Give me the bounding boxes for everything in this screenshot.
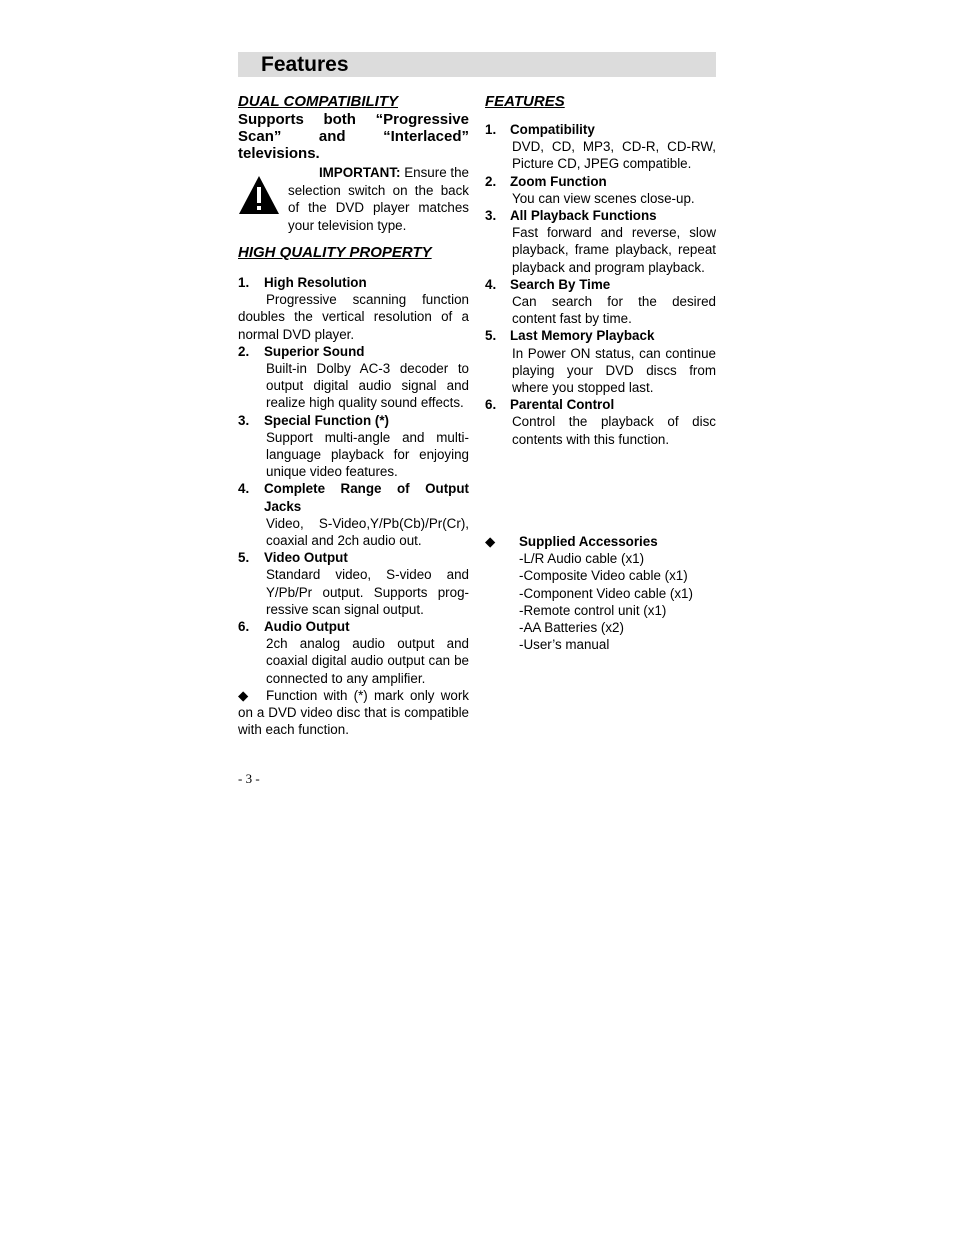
- item-body: DVD, CD, MP3, CD-R, CD-RW, Picture CD, JPEG compatible.: [512, 139, 716, 172]
- list-item: [485, 396, 716, 448]
- item-number: 5.: [485, 328, 497, 344]
- list-item: [238, 618, 469, 687]
- features-list: [485, 121, 716, 448]
- important-label: IMPORTANT:: [318, 165, 401, 180]
- item-title: Zoom Function: [510, 173, 607, 189]
- warning-triangle-icon: [238, 175, 280, 215]
- accessories-list: [485, 550, 716, 653]
- important-text-rest: selection switch on the back of the DVD player matches your television type.: [288, 182, 469, 233]
- item-number: 2.: [238, 343, 250, 359]
- left-column: [238, 92, 469, 738]
- item-number: 5.: [238, 550, 250, 566]
- high-quality-list: [238, 274, 469, 738]
- page-number: - 3 -: [238, 771, 260, 786]
- item-number: 6.: [238, 619, 250, 635]
- important-text-first: Ensure the: [400, 165, 469, 180]
- item-number: 6.: [485, 397, 497, 413]
- item-body: In Power ON status, can continue playing your DVD discs from where you stopped last.: [512, 345, 716, 396]
- list-item: -Component Video cable (x1): [519, 585, 693, 601]
- list-item: [238, 480, 469, 549]
- item-title: Complete Range of Output Jacks: [264, 481, 469, 514]
- item-title: Superior Sound: [264, 343, 365, 359]
- list-item: [485, 173, 716, 207]
- item-body: Fast forward and reverse, slow playback, frame playback, repeat playback and program playback.: [512, 225, 716, 275]
- list-item: [485, 121, 716, 173]
- item-body: Built-in Dolby AC-3 decoder to output digital audio signal and realize high quality sound effects.: [266, 361, 469, 411]
- dual-compatibility-heading: DUAL COMPATIBILITY: [238, 93, 398, 110]
- item-title: All Playback Functions: [510, 208, 657, 224]
- list-item: [238, 343, 469, 412]
- list-item: [485, 276, 716, 328]
- item-number: 3.: [238, 412, 250, 428]
- right-column: [485, 92, 716, 448]
- list-item: [238, 549, 469, 618]
- item-title: High Resolution: [264, 275, 367, 290]
- list-item: [485, 207, 716, 276]
- note-text: Function with (*) mark only work on a DVD video disc that is compatible with each function.: [238, 687, 469, 738]
- item-body: Control the playback of disc contents with this function.: [512, 414, 716, 447]
- diamond-bullet-icon: ◆: [485, 534, 496, 549]
- item-title: Compatibility: [510, 122, 595, 137]
- item-body: Support multi-angle and multi-language playback for enjoying unique video features.: [266, 429, 469, 480]
- item-title: Audio Output: [264, 619, 350, 635]
- important-text: [288, 164, 469, 234]
- item-number: 4.: [238, 481, 250, 497]
- item-body: You can view scenes close-up.: [512, 190, 695, 206]
- item-number: 4.: [485, 276, 497, 292]
- list-item: [238, 412, 469, 481]
- item-number: 2.: [485, 173, 497, 189]
- supplied-accessories: [485, 533, 716, 653]
- item-number: 3.: [485, 208, 497, 224]
- page-title: Features: [261, 53, 349, 76]
- item-title: Parental Control: [510, 397, 615, 413]
- list-item: -AA Batteries (x2): [519, 620, 624, 636]
- list-item: -Composite Video cable (x1): [519, 568, 688, 584]
- item-body: 2ch analog audio output and coaxial digital audio output can be connected to any amplifier.: [266, 636, 469, 686]
- item-body: Video, S-Video,Y/Pb(Cb)/Pr(Cr), coaxial and 2ch audio out.: [266, 515, 469, 549]
- item-title: Last Memory Playback: [510, 328, 655, 344]
- list-item: -Remote control unit (x1): [519, 602, 667, 618]
- title-bar: [238, 52, 716, 77]
- list-item: -L/R Audio cable (x1): [519, 551, 645, 567]
- features-heading: FEATURES: [485, 93, 565, 110]
- item-body: Can search for the desired content fast by time.: [512, 294, 716, 327]
- item-title: Special Function (*): [264, 412, 389, 428]
- high-quality-heading: HIGH QUALITY PROPERTY: [238, 244, 432, 261]
- item-number: 1.: [238, 275, 250, 290]
- list-item: [485, 327, 716, 396]
- list-item: [238, 274, 469, 343]
- dual-subtitle-line-2: Scan” and “Interlaced”: [238, 128, 469, 145]
- function-note: [238, 687, 469, 739]
- important-notice: [238, 164, 469, 233]
- dual-subtitle-line-1: Supports both “Progressive: [238, 111, 469, 128]
- diamond-bullet-icon: ◆: [238, 687, 249, 703]
- accessories-title: Supplied Accessories: [519, 534, 658, 549]
- item-body: Progressive scanning function doubles the vertical resolution of a normal DVD player.: [238, 292, 469, 342]
- item-number: 1.: [485, 122, 497, 137]
- dual-subtitle-line-3: televisions.: [238, 145, 320, 162]
- item-body: Standard video, S-video and Y/Pb/Pr output. Supports prog-ressive scan signal output.: [266, 567, 469, 617]
- list-item: -User’s manual: [519, 637, 610, 653]
- item-title: Video Output: [264, 550, 348, 566]
- item-title: Search By Time: [510, 276, 611, 292]
- dual-compatibility-subtitle: [238, 111, 469, 162]
